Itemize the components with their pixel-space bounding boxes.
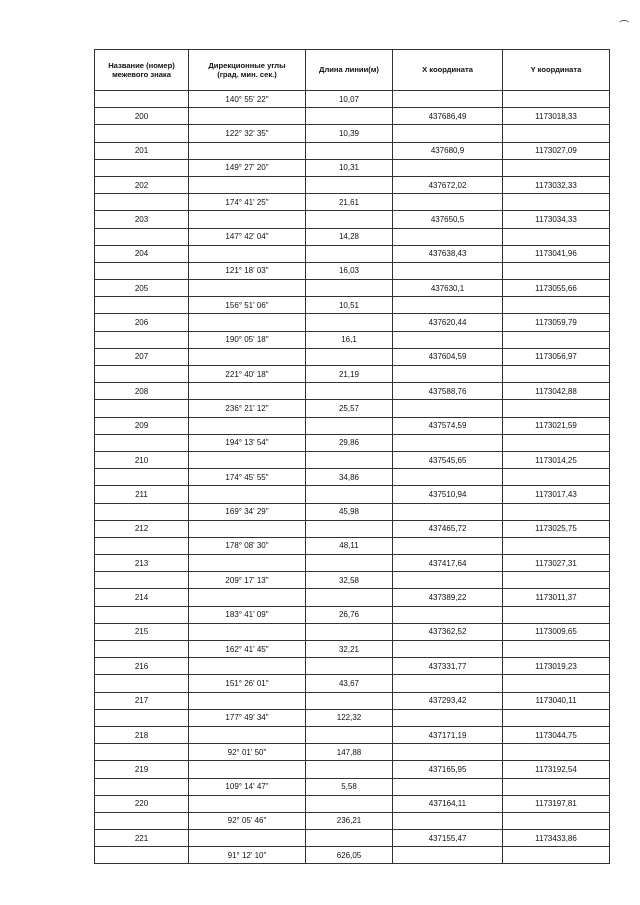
cell-length (306, 108, 393, 125)
cell-name (95, 366, 189, 383)
cell-name (95, 194, 189, 211)
cell-y (503, 537, 610, 554)
cell-angle (189, 761, 306, 778)
cell-x: 437331,77 (393, 658, 503, 675)
corner-mark: ( (618, 19, 630, 23)
cell-name: 210 (95, 451, 189, 468)
table-row (95, 520, 610, 537)
cell-name: 200 (95, 108, 189, 125)
table-row (95, 400, 610, 417)
cell-y (503, 91, 610, 108)
table-row (95, 503, 610, 520)
cell-angle (189, 451, 306, 468)
cell-x (393, 641, 503, 658)
header-y: Y координата (503, 50, 610, 91)
table-row (95, 417, 610, 434)
cell-name (95, 331, 189, 348)
cell-angle (189, 176, 306, 193)
cell-length: 626,05 (306, 847, 393, 864)
cell-x: 437171,19 (393, 726, 503, 743)
cell-x (393, 778, 503, 795)
table-row (95, 366, 610, 383)
cell-angle: 221° 40' 18" (189, 366, 306, 383)
cell-name: 216 (95, 658, 189, 675)
table-row (95, 726, 610, 743)
cell-y: 1173014,25 (503, 451, 610, 468)
header-x: X координата (393, 50, 503, 91)
cell-length (306, 245, 393, 262)
cell-length: 10,31 (306, 159, 393, 176)
cell-y (503, 297, 610, 314)
cell-length (306, 486, 393, 503)
cell-length (306, 623, 393, 640)
cell-angle (189, 830, 306, 847)
cell-x (393, 572, 503, 589)
cell-name: 208 (95, 383, 189, 400)
table-row (95, 623, 610, 640)
cell-x (393, 503, 503, 520)
cell-length: 25,57 (306, 400, 393, 417)
table-row (95, 469, 610, 486)
cell-angle (189, 555, 306, 572)
cell-angle: 162° 41' 45" (189, 641, 306, 658)
cell-name: 219 (95, 761, 189, 778)
cell-length (306, 589, 393, 606)
cell-y: 1173011,37 (503, 589, 610, 606)
cell-y (503, 847, 610, 864)
cell-length (306, 520, 393, 537)
cell-name (95, 469, 189, 486)
cell-angle: 174° 41' 25" (189, 194, 306, 211)
cell-angle (189, 280, 306, 297)
cell-angle: 156° 51' 06" (189, 297, 306, 314)
cell-name (95, 434, 189, 451)
cell-angle (189, 142, 306, 159)
cell-name (95, 91, 189, 108)
table-body (95, 91, 610, 864)
table-row (95, 348, 610, 365)
cell-length (306, 795, 393, 812)
cell-x (393, 262, 503, 279)
cell-angle: 236° 21' 12" (189, 400, 306, 417)
table-row (95, 709, 610, 726)
table-row (95, 91, 610, 108)
cell-y: 1173055,66 (503, 280, 610, 297)
cell-length (306, 830, 393, 847)
cell-x (393, 434, 503, 451)
cell-name (95, 709, 189, 726)
cell-x (393, 159, 503, 176)
cell-x: 437604,59 (393, 348, 503, 365)
table-row (95, 383, 610, 400)
cell-name: 209 (95, 417, 189, 434)
cell-name: 201 (95, 142, 189, 159)
cell-y: 1173042,88 (503, 383, 610, 400)
cell-angle: 121° 18' 03" (189, 262, 306, 279)
cell-length (306, 142, 393, 159)
cell-y: 1173044,75 (503, 726, 610, 743)
cell-x: 437510,94 (393, 486, 503, 503)
cell-name (95, 812, 189, 829)
cell-x: 437574,59 (393, 417, 503, 434)
cell-length: 21,61 (306, 194, 393, 211)
table-row (95, 486, 610, 503)
cell-angle (189, 658, 306, 675)
table-row (95, 194, 610, 211)
cell-angle (189, 314, 306, 331)
cell-y: 1173009,65 (503, 623, 610, 640)
cell-y: 1173021,59 (503, 417, 610, 434)
table-row (95, 606, 610, 623)
cell-length: 29,86 (306, 434, 393, 451)
cell-y (503, 572, 610, 589)
cell-length: 43,67 (306, 675, 393, 692)
cell-x: 437155,47 (393, 830, 503, 847)
cell-y: 1173027,31 (503, 555, 610, 572)
table-row (95, 658, 610, 675)
cell-length: 32,58 (306, 572, 393, 589)
cell-name (95, 572, 189, 589)
cell-y: 1173197,81 (503, 795, 610, 812)
cell-angle: 92° 01' 50" (189, 744, 306, 761)
cell-angle (189, 417, 306, 434)
cell-length: 45,98 (306, 503, 393, 520)
cell-x: 437686,49 (393, 108, 503, 125)
cell-name (95, 297, 189, 314)
cell-length (306, 451, 393, 468)
cell-name: 221 (95, 830, 189, 847)
cell-y (503, 709, 610, 726)
cell-length: 14,28 (306, 228, 393, 245)
cell-angle: 183° 41' 09" (189, 606, 306, 623)
cell-y (503, 262, 610, 279)
cell-y: 1173192,54 (503, 761, 610, 778)
cell-length: 21,19 (306, 366, 393, 383)
cell-name: 215 (95, 623, 189, 640)
cell-length (306, 761, 393, 778)
cell-x (393, 606, 503, 623)
cell-angle (189, 623, 306, 640)
cell-y (503, 400, 610, 417)
cell-angle (189, 589, 306, 606)
table-row (95, 589, 610, 606)
cell-x (393, 366, 503, 383)
header-angle: Дирекционные углы (град. мин. сек.) (189, 50, 306, 91)
cell-y: 1173056,97 (503, 348, 610, 365)
cell-y (503, 675, 610, 692)
table-row (95, 692, 610, 709)
cell-x (393, 744, 503, 761)
cell-y: 1173433,86 (503, 830, 610, 847)
table-row (95, 830, 610, 847)
cell-angle: 174° 45' 55" (189, 469, 306, 486)
cell-angle: 140° 55' 22" (189, 91, 306, 108)
cell-y (503, 469, 610, 486)
cell-name: 211 (95, 486, 189, 503)
cell-name (95, 675, 189, 692)
cell-length (306, 383, 393, 400)
cell-length: 10,07 (306, 91, 393, 108)
cell-x: 437672,02 (393, 176, 503, 193)
cell-length (306, 555, 393, 572)
cell-x: 437545,65 (393, 451, 503, 468)
cell-length (306, 692, 393, 709)
cell-name (95, 159, 189, 176)
cell-angle: 169° 34' 29" (189, 503, 306, 520)
cell-length: 16,03 (306, 262, 393, 279)
cell-name: 212 (95, 520, 189, 537)
cell-y (503, 159, 610, 176)
cell-x: 437638,43 (393, 245, 503, 262)
cell-y: 1173025,75 (503, 520, 610, 537)
cell-length (306, 658, 393, 675)
cell-name (95, 778, 189, 795)
table-row (95, 176, 610, 193)
table-row (95, 675, 610, 692)
cell-length (306, 417, 393, 434)
cell-x (393, 847, 503, 864)
cell-x (393, 194, 503, 211)
cell-name (95, 228, 189, 245)
cell-angle (189, 348, 306, 365)
table-row (95, 537, 610, 554)
cell-y: 1173041,96 (503, 245, 610, 262)
cell-x (393, 125, 503, 142)
header-length: Длина линии(м) (306, 50, 393, 91)
cell-length (306, 348, 393, 365)
table-row (95, 641, 610, 658)
cell-angle: 194° 13' 54" (189, 434, 306, 451)
cell-name (95, 503, 189, 520)
cell-angle (189, 245, 306, 262)
table-row (95, 331, 610, 348)
cell-length (306, 280, 393, 297)
cell-x: 437680,9 (393, 142, 503, 159)
cell-x: 437588,76 (393, 383, 503, 400)
cell-y (503, 331, 610, 348)
cell-name: 204 (95, 245, 189, 262)
cell-x (393, 812, 503, 829)
cell-y: 1173017,43 (503, 486, 610, 503)
cell-length: 10,51 (306, 297, 393, 314)
table-row (95, 451, 610, 468)
cell-y (503, 778, 610, 795)
cell-y: 1173032,33 (503, 176, 610, 193)
cell-length: 32,21 (306, 641, 393, 658)
cell-x: 437164,11 (393, 795, 503, 812)
cell-x (393, 469, 503, 486)
cell-y (503, 434, 610, 451)
cell-y: 1173040,11 (503, 692, 610, 709)
cell-length (306, 726, 393, 743)
table-row (95, 297, 610, 314)
cell-length (306, 176, 393, 193)
cell-name: 220 (95, 795, 189, 812)
table-row (95, 314, 610, 331)
cell-name (95, 641, 189, 658)
cell-x: 437630,1 (393, 280, 503, 297)
cell-x (393, 675, 503, 692)
cell-name: 214 (95, 589, 189, 606)
table-header (95, 50, 610, 91)
cell-x: 437293,42 (393, 692, 503, 709)
cell-name: 206 (95, 314, 189, 331)
cell-angle (189, 726, 306, 743)
cell-angle (189, 795, 306, 812)
cell-x (393, 709, 503, 726)
cell-length: 16,1 (306, 331, 393, 348)
cell-angle (189, 383, 306, 400)
table-row (95, 434, 610, 451)
cell-x (393, 331, 503, 348)
cell-length: 26,76 (306, 606, 393, 623)
cell-x (393, 91, 503, 108)
cell-angle: 149° 27' 20" (189, 159, 306, 176)
table-row (95, 795, 610, 812)
cell-x: 437417,64 (393, 555, 503, 572)
cell-length (306, 211, 393, 228)
cell-name: 203 (95, 211, 189, 228)
table-row (95, 262, 610, 279)
cell-y: 1173019,23 (503, 658, 610, 675)
cell-angle (189, 108, 306, 125)
cell-x (393, 228, 503, 245)
cell-angle: 151° 26' 01" (189, 675, 306, 692)
cell-angle (189, 692, 306, 709)
cell-angle: 147° 42' 04" (189, 228, 306, 245)
cell-angle: 190° 05' 18" (189, 331, 306, 348)
cell-x: 437389,22 (393, 589, 503, 606)
cell-y: 1173059,79 (503, 314, 610, 331)
cell-x: 437165,95 (393, 761, 503, 778)
cell-length: 5,58 (306, 778, 393, 795)
cell-angle: 122° 32' 35" (189, 125, 306, 142)
cell-name (95, 125, 189, 142)
cell-x (393, 537, 503, 554)
table-row (95, 211, 610, 228)
table-row (95, 744, 610, 761)
table-row (95, 245, 610, 262)
cell-length: 236,21 (306, 812, 393, 829)
table-row (95, 159, 610, 176)
table-row (95, 761, 610, 778)
table-row (95, 142, 610, 159)
table-row (95, 812, 610, 829)
cell-name (95, 847, 189, 864)
cell-angle: 209° 17' 13" (189, 572, 306, 589)
cell-y (503, 125, 610, 142)
cell-y: 1173034,33 (503, 211, 610, 228)
cell-y (503, 503, 610, 520)
cell-y (503, 228, 610, 245)
cell-x: 437465,72 (393, 520, 503, 537)
table-row (95, 847, 610, 864)
cell-length (306, 314, 393, 331)
table-row (95, 280, 610, 297)
table-row (95, 108, 610, 125)
cell-name: 205 (95, 280, 189, 297)
cell-y: 1173027,09 (503, 142, 610, 159)
cell-y (503, 641, 610, 658)
cell-name: 213 (95, 555, 189, 572)
cell-angle: 92° 05' 46" (189, 812, 306, 829)
cell-length: 147,88 (306, 744, 393, 761)
table-row (95, 555, 610, 572)
cell-angle: 177° 49' 34" (189, 709, 306, 726)
cell-x: 437620,44 (393, 314, 503, 331)
cell-angle (189, 520, 306, 537)
cell-name (95, 537, 189, 554)
table-row (95, 572, 610, 589)
cell-angle: 91° 12' 10" (189, 847, 306, 864)
cell-y (503, 812, 610, 829)
cell-name (95, 606, 189, 623)
cell-x (393, 297, 503, 314)
cell-name: 217 (95, 692, 189, 709)
cell-name: 202 (95, 176, 189, 193)
cell-y (503, 194, 610, 211)
header-name: Название (номер) межевого знака (95, 50, 189, 91)
cell-y (503, 366, 610, 383)
cell-x: 437650,5 (393, 211, 503, 228)
cell-x (393, 400, 503, 417)
cell-y: 1173018,33 (503, 108, 610, 125)
cell-angle (189, 211, 306, 228)
cell-name (95, 400, 189, 417)
table-row (95, 228, 610, 245)
cell-angle: 178° 08' 30" (189, 537, 306, 554)
cell-y (503, 744, 610, 761)
cell-length: 34,86 (306, 469, 393, 486)
cell-length: 10,39 (306, 125, 393, 142)
table-row (95, 778, 610, 795)
coordinates-table (94, 49, 610, 864)
cell-angle (189, 486, 306, 503)
cell-name: 218 (95, 726, 189, 743)
cell-length: 122,32 (306, 709, 393, 726)
cell-x: 437362,52 (393, 623, 503, 640)
cell-angle: 109° 14' 47" (189, 778, 306, 795)
table-row (95, 125, 610, 142)
cell-name (95, 262, 189, 279)
cell-name (95, 744, 189, 761)
cell-y (503, 606, 610, 623)
cell-length: 48,11 (306, 537, 393, 554)
cell-name: 207 (95, 348, 189, 365)
